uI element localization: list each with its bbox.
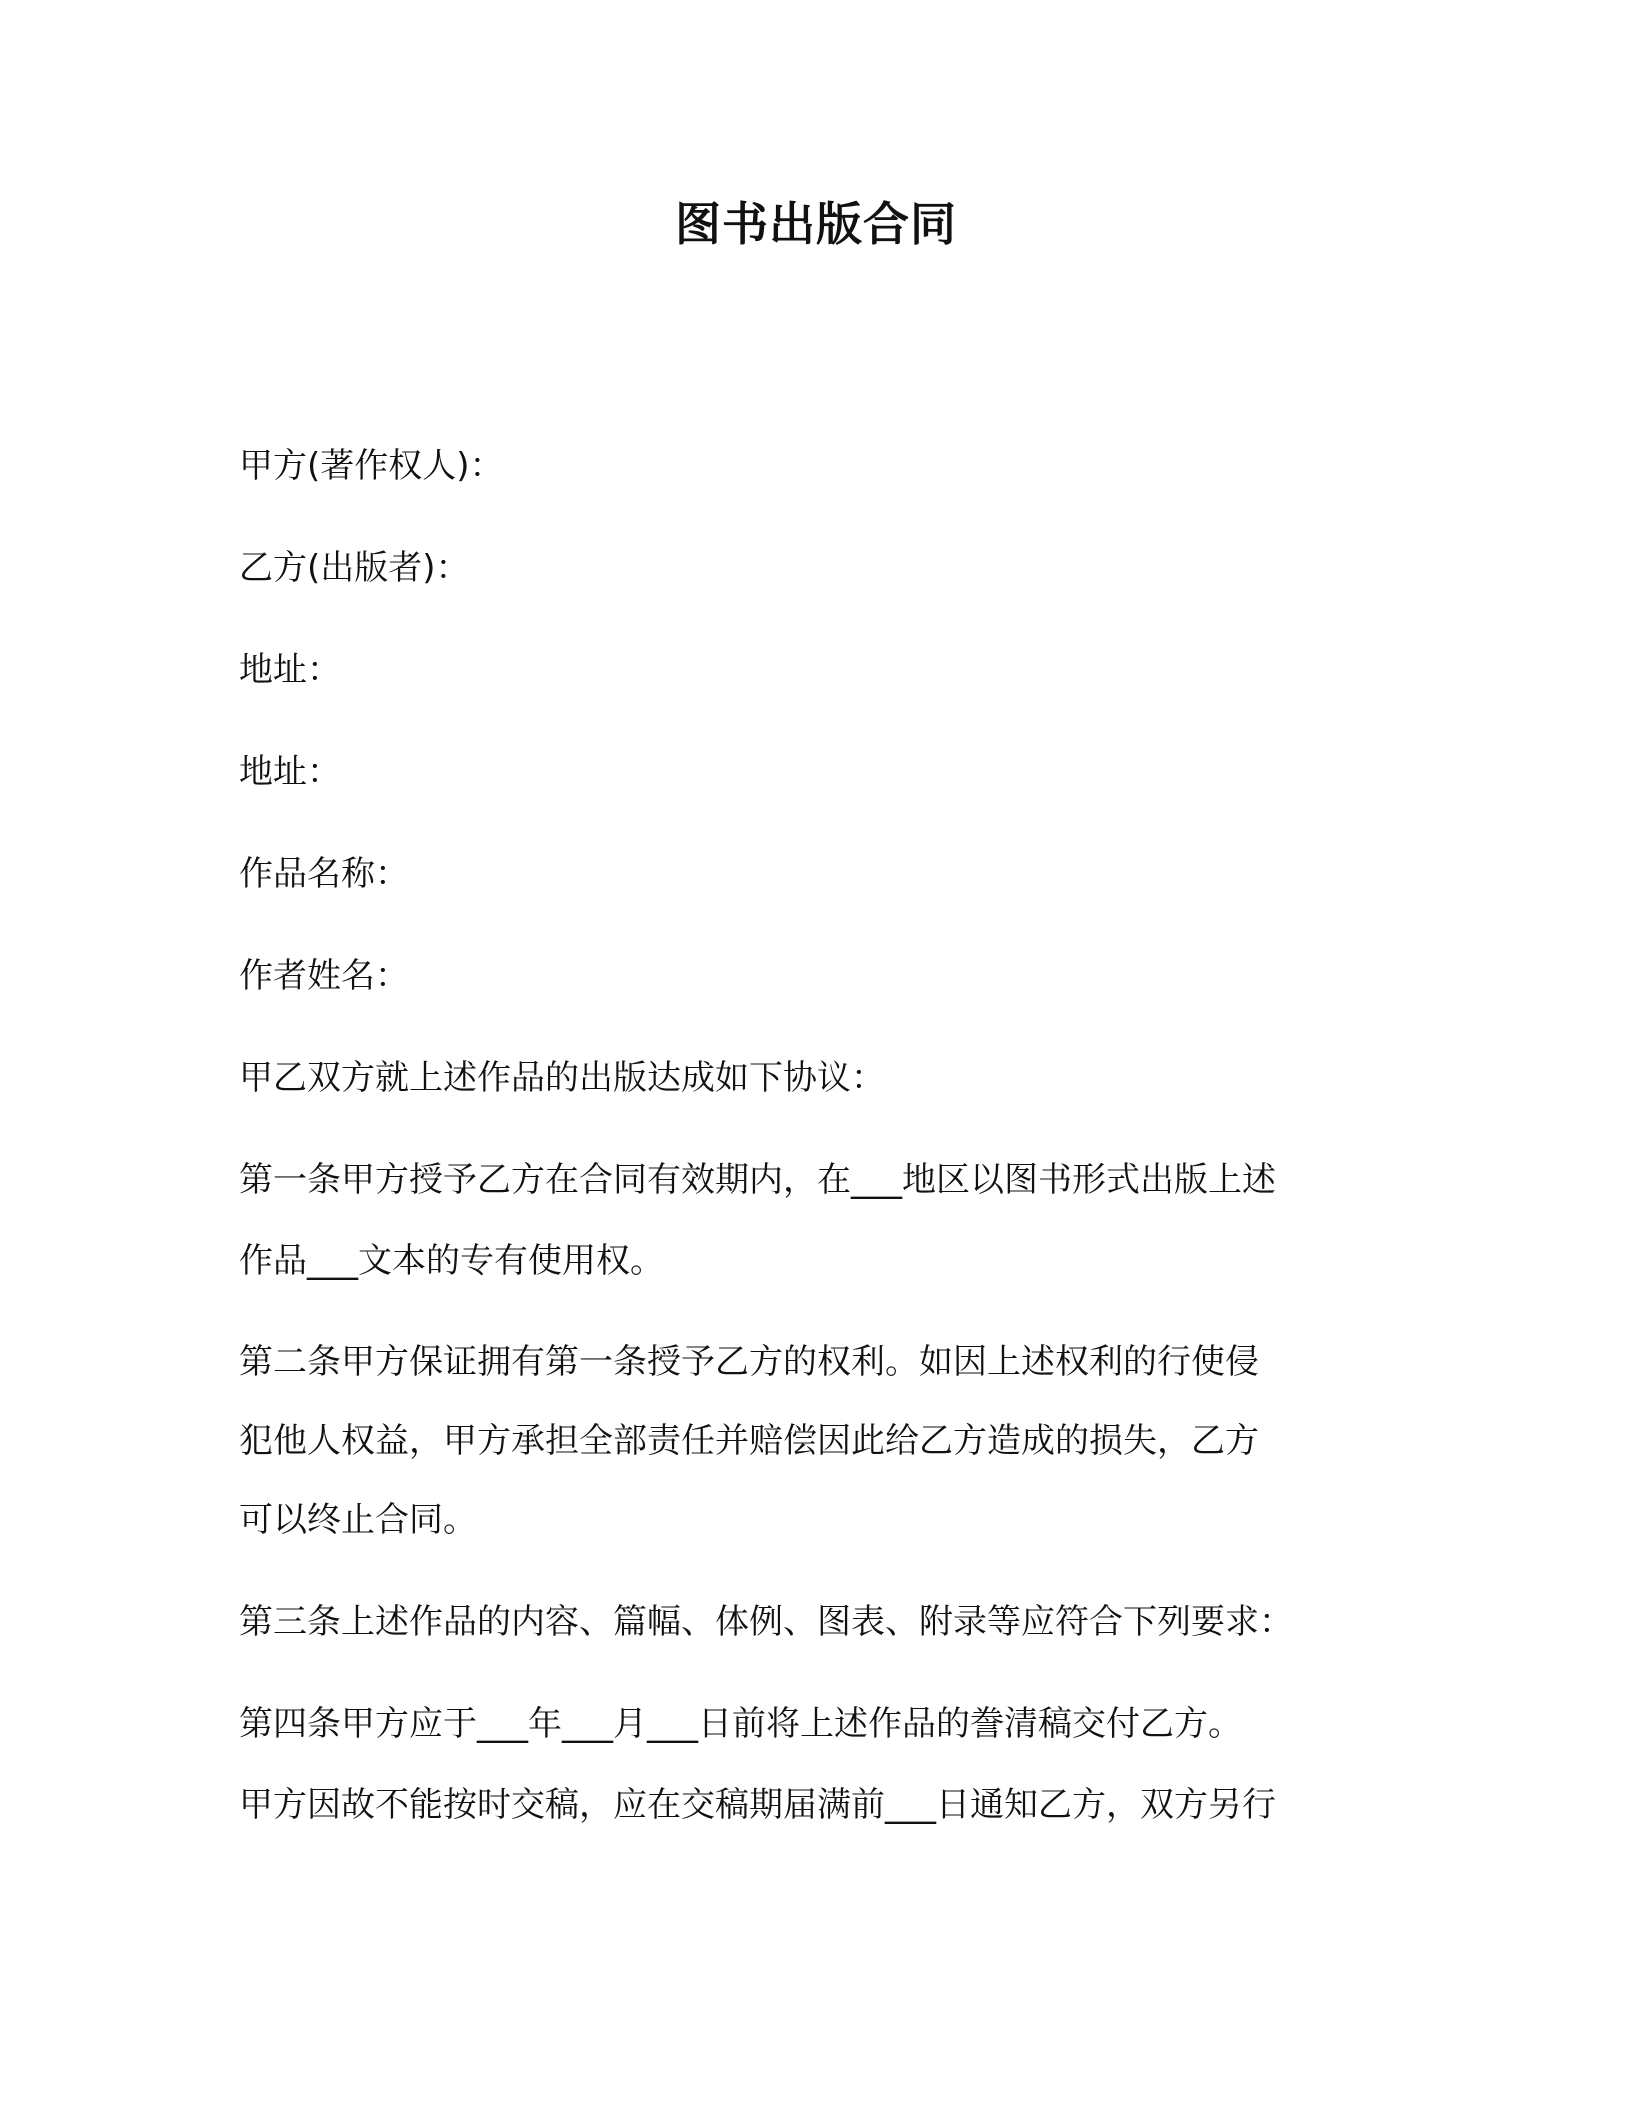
article-2-line-3: 可以终止合同。 [239, 1500, 477, 1540]
party-a-field: 甲方(著作权人)： [239, 446, 504, 486]
agreement-intro: 甲乙双方就上述作品的出版达成如下协议： [239, 1058, 885, 1098]
article-1 [239, 1158, 1399, 1320]
article-4-line-1: 第四条甲方应于___年___月___日前将上述作品的誊清稿交付乙方。 [239, 1704, 1242, 1744]
article-4 [239, 1702, 1399, 1864]
article-2 [239, 1340, 1399, 1577]
article-3-line-1: 第三条上述作品的内容、篇幅、体例、图表、附录等应符合下列要求： [239, 1602, 1293, 1642]
article-4-line-2: 甲方因故不能按时交稿，应在交稿期届满前___日通知乙方，双方另行 [239, 1785, 1276, 1825]
party-b-field: 乙方(出版者)： [239, 548, 470, 588]
author-name-field: 作者姓名： [239, 956, 409, 996]
article-2-line-1: 第二条甲方保证拥有第一条授予乙方的权利。如因上述权利的行使侵 [239, 1342, 1259, 1382]
article-1-line-1: 第一条甲方授予乙方在合同有效期内，在___地区以图书形式出版上述 [239, 1160, 1276, 1200]
article-2-line-2: 犯他人权益，甲方承担全部责任并赔偿因此给乙方造成的损失，乙方 [239, 1421, 1259, 1461]
document-title: 图书出版合同 [675, 197, 957, 251]
article-1-line-2: 作品___文本的专有使用权。 [239, 1241, 664, 1281]
article-3 [239, 1600, 1399, 1681]
address-field-2: 地址： [239, 752, 341, 792]
work-title-field: 作品名称： [239, 854, 409, 894]
address-field-1: 地址： [239, 650, 341, 690]
